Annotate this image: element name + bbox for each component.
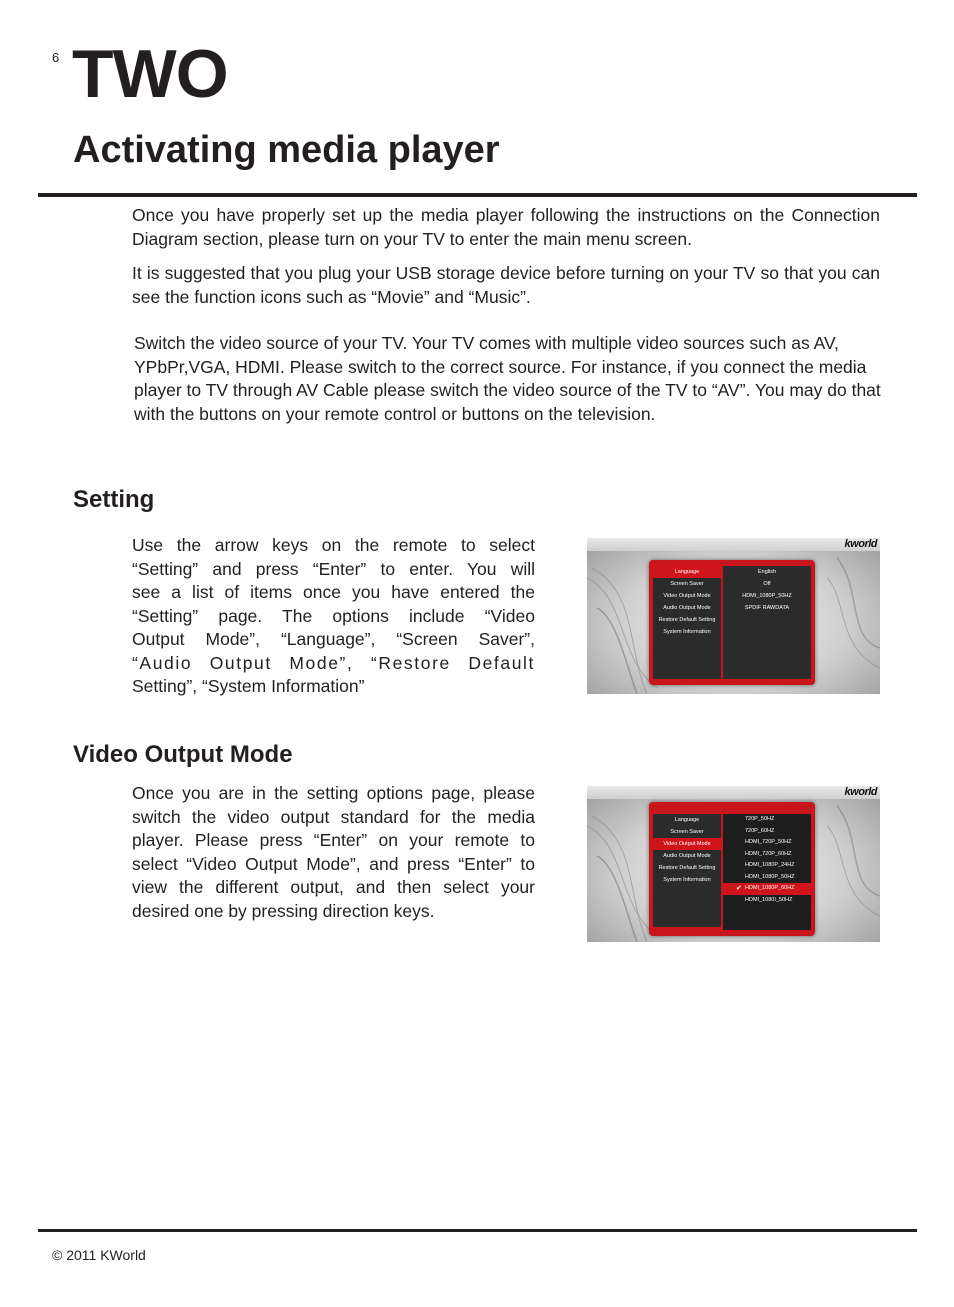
menu-item-language[interactable]: Language <box>674 817 700 823</box>
video-output-paragraph: Once you are in the setting options page, please switch the video output standard for the media player. Please press “Enter” on your remote to select “Video Output Mode”, and press “Enter” to view the different output, and then select your desired one by pressing direction keys. <box>132 783 535 921</box>
page-number: 6 <box>52 50 60 65</box>
setting-paragraph <box>132 534 535 699</box>
video-option[interactable]: HDMI_720P_50HZ <box>745 839 792 845</box>
setting-line: “Setting” and press “Enter” to enter. You will <box>132 558 535 579</box>
menu-item-screen-saver[interactable]: Screen Saver <box>670 581 704 587</box>
setting-line: see a list of items once you have entered the <box>132 582 535 602</box>
settings-menu-panel <box>649 560 815 685</box>
menu-item-video-output-mode[interactable]: Video Output Mode <box>663 593 711 599</box>
video-output-screenshot <box>587 786 880 942</box>
bottom-divider <box>38 1229 917 1232</box>
video-option-selected[interactable] <box>723 883 811 895</box>
menu-item-restore-default[interactable]: Restore Default Setting <box>658 617 716 623</box>
setting-line: Setting”, “System Information” <box>132 676 365 696</box>
video-option-label: HDMI_1080P_60HZ <box>745 885 795 891</box>
footer-copyright: © 2011 KWorld <box>52 1247 146 1263</box>
menu-item-screen-saver[interactable]: Screen Saver <box>670 829 704 835</box>
intro-paragraph-3: Switch the video source of your TV. Your TV comes with multiple video sources such as AV, YPbPr,VGA, HDMI. Please switch to the correct source. For instance, if you connect the media player to TV through AV Cable please switch the video source of the TV to “AV”. You may do that with the buttons on your remote control or buttons on the television. <box>134 333 881 424</box>
video-option[interactable]: HDMI_1080P_50HZ <box>745 873 795 880</box>
kworld-logo: kworld <box>844 538 877 550</box>
settings-values-list <box>723 566 811 679</box>
menu-item-system-information[interactable]: System Information <box>663 877 711 883</box>
setting-line: Use the arrow keys on the remote to select <box>132 535 535 555</box>
chapter-heading: TWO <box>72 36 228 112</box>
setting-line: Output Mode”, “Language”, “Screen Saver”, <box>132 629 535 649</box>
video-option[interactable]: HDMI_1080I_50HZ <box>745 896 793 903</box>
page-title: Activating media player <box>73 129 500 171</box>
value-screen-saver: Off <box>763 581 771 587</box>
menu-item-system-information[interactable]: System Information <box>663 629 711 635</box>
menu-item-audio-output-mode[interactable]: Audio Output Mode <box>663 853 711 859</box>
kworld-logo: kworld <box>844 786 877 798</box>
value-language: English <box>757 569 777 575</box>
video-option[interactable]: HDMI_1080P_24HZ <box>745 862 795 868</box>
menu-item-audio-output-mode[interactable]: Audio Output Mode <box>663 605 711 611</box>
menu-item-restore-default[interactable]: Restore Default Setting <box>658 865 716 871</box>
intro-paragraph-2: It is suggested that you plug your USB storage device before turning on your TV so that you can see the function icons such as “Movie” and “Music”. <box>132 263 880 307</box>
value-audio-output: SPDIF RAWDATA <box>744 605 790 611</box>
top-divider <box>38 193 917 197</box>
setting-line: “Audio Output Mode”, “Restore Default <box>132 652 535 673</box>
video-output-heading: Video Output Mode <box>73 741 293 768</box>
video-option[interactable]: 720P_60HZ <box>745 827 775 834</box>
video-option[interactable]: 720P_50HZ <box>745 816 775 822</box>
video-option[interactable]: HDMI_720P_60HZ <box>745 850 792 857</box>
menu-item-language[interactable]: Language <box>653 566 721 578</box>
video-output-menu-panel <box>649 802 815 936</box>
value-video-output: HDMI_1080P_50HZ <box>742 593 792 599</box>
settings-menu-list <box>653 566 721 679</box>
intro-paragraph-1: Once you have properly set up the media player following the instructions on the Connection Diagram section, please turn on your TV to enter the main menu screen. <box>132 205 880 249</box>
screen-top-bar <box>587 538 880 551</box>
setting-heading: Setting <box>73 486 155 513</box>
setting-screenshot <box>587 538 880 694</box>
menu-item-video-output-mode[interactable]: Video Output Mode <box>653 838 721 850</box>
checkmark-icon: ✔ <box>736 885 742 892</box>
video-output-options-list <box>723 814 811 930</box>
settings-menu-list <box>653 814 721 927</box>
screen-top-bar <box>587 786 880 799</box>
setting-line: “Setting” page. The options include “Video <box>132 605 535 626</box>
